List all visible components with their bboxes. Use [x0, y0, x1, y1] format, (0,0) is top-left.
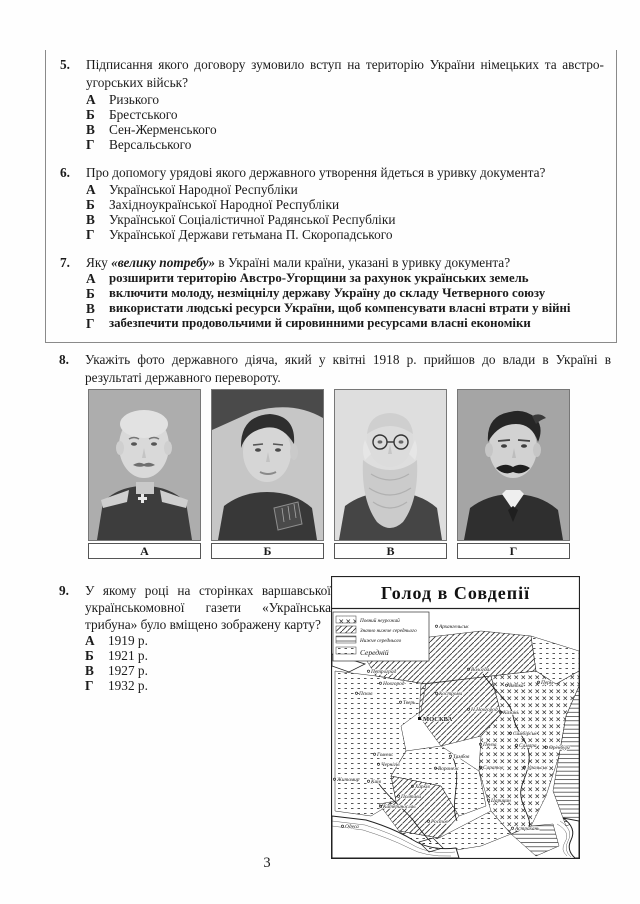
portrait-photo-g: [457, 389, 570, 541]
map-city-label: Перм: [541, 680, 553, 686]
option-text: 1921 р.: [108, 648, 148, 663]
map-city-label: Київ: [371, 779, 381, 785]
question-box: [45, 50, 617, 343]
portrait-photo-v: [334, 389, 447, 541]
question-text: Про допомогу урядові якого державного утворення йдеться в уривку документа?: [86, 165, 546, 180]
option-letter: Б: [85, 648, 94, 663]
question-7: [60, 254, 604, 331]
quoted-phrase: «велику потребу»: [111, 255, 216, 270]
photo-grid: [88, 389, 570, 559]
page-number: 3: [263, 855, 271, 871]
map-city-label: Петроград: [371, 669, 397, 675]
legend-swatch-dots: [336, 647, 356, 654]
option-text: Української Соціалістичної Радянської Республіки: [109, 212, 396, 227]
option-letter: В: [85, 663, 94, 678]
portrait-photo-b: [211, 389, 324, 541]
legend-swatch-diagonal: [336, 626, 356, 633]
map-city-label: Ростов: [431, 819, 448, 825]
option-letter: Г: [86, 137, 95, 152]
option-row-b: [86, 107, 604, 122]
option-text: 1932 р.: [108, 678, 148, 693]
option-text: 1919 р.: [108, 633, 148, 648]
map-svg: [331, 576, 580, 859]
map-city-label: Катеринослав: [383, 804, 416, 810]
legend-swatch-horizontal: [336, 636, 356, 643]
option-text: Української Народної Республіки: [109, 182, 298, 197]
option-text: забезпечити продовольчими й сировинними ресурсами власні економіки: [109, 316, 531, 330]
legend-label: Повний неурожай: [360, 618, 400, 624]
option-text: включити молоду, незміцнілу державу Україну до складу Четверного союзу: [109, 286, 546, 300]
photo-option-g: [457, 389, 570, 559]
map-city-marker: [418, 717, 421, 720]
map-city-label: Пенза: [483, 742, 497, 748]
map-city-label: Казань: [503, 710, 519, 716]
option-letter: Г: [86, 227, 95, 242]
map-city-label: Симбірськ: [513, 731, 537, 737]
question-5: [60, 56, 604, 152]
photo-option-a: [88, 389, 201, 559]
photo-option-b: [211, 389, 324, 559]
option-text: використати людські ресурси України, щоб компенсувати власні втрати у війні: [109, 301, 571, 315]
question-text: Яку «велику потребу» в Україні мали країни, указані в уривку документа?: [86, 255, 511, 270]
option-text: Версальського: [109, 137, 192, 152]
option-row-g: [86, 316, 604, 331]
map-legend: [333, 612, 429, 661]
option-text: розширити територію Австро-Угорщини за рахунок українських земель: [109, 271, 529, 285]
photo-label: В: [334, 543, 447, 559]
photo-option-v: [334, 389, 447, 559]
option-letter: А: [86, 271, 96, 286]
option-letter: В: [86, 212, 95, 227]
map-city-label: Кострома: [439, 691, 463, 697]
question-text: У якому році на сторінках варшавської українськомовної газети «Українська трибуна» було вміщено зображену карту?: [85, 583, 331, 632]
question-number: 9.: [59, 583, 69, 598]
photo-label: Б: [211, 543, 324, 559]
option-row-a: [85, 633, 331, 648]
question-8: [59, 351, 611, 387]
option-row-a: [86, 271, 604, 286]
legend-swatch-cross: [336, 616, 356, 623]
map-city-label: Тамбов: [453, 754, 470, 760]
option-text: Західноукраїнської Народної Республіки: [109, 197, 340, 212]
famine-map: [331, 576, 580, 859]
map-city-label: Харків: [415, 784, 430, 790]
map-city-label: Оренбург: [549, 745, 571, 751]
map-city-label: Псков: [359, 691, 373, 697]
option-text: Ризького: [109, 92, 160, 107]
map-city-label: Самара: [519, 743, 537, 749]
option-row-a: [86, 182, 604, 197]
option-letter: В: [86, 122, 95, 137]
map-city-label: Житомир: [337, 777, 360, 783]
option-row-v: [86, 301, 604, 316]
option-row-b: [86, 197, 604, 212]
map-city-label: Чернігів: [381, 762, 400, 768]
map-city-label: Н.Новгород: [471, 707, 498, 713]
option-row-a: [86, 92, 604, 107]
question-number: 8.: [59, 352, 69, 367]
option-row-g: [86, 137, 604, 152]
question-text: Укажіть фото державного діяча, який у квітні 1918 р. прийшов до влади в Україні в результаті державного перевороту.: [85, 352, 611, 385]
option-row-b: [85, 648, 331, 663]
map-city-label: Новгород: [383, 681, 405, 687]
option-row-v: [86, 212, 604, 227]
option-letter: Б: [86, 107, 95, 122]
map-city-label: Гомель: [377, 752, 393, 758]
map-city-label: Астрахань: [515, 826, 540, 832]
map-city-label: Царицин: [491, 798, 511, 804]
option-text: Української Держави гетьмана П. Скоропадського: [109, 227, 393, 242]
legend-label: Середній: [360, 648, 389, 657]
option-letter: А: [86, 92, 96, 107]
map-city-label: Воронеж: [438, 766, 459, 772]
option-letter: В: [86, 301, 95, 316]
map-title-text: Голод в Совдепії: [380, 583, 531, 603]
option-row-g: [86, 227, 604, 242]
option-letter: Б: [86, 286, 95, 301]
photo-label: Г: [457, 543, 570, 559]
option-letter: А: [85, 633, 95, 648]
option-letter: Б: [86, 197, 95, 212]
map-city-label: Вологда: [471, 667, 490, 673]
question-number: 7.: [60, 255, 70, 270]
map-city-label: МОСКВА: [423, 716, 453, 723]
option-text: 1927 р.: [108, 663, 148, 678]
question-number: 5.: [60, 57, 70, 72]
option-text: Сен-Жерменського: [109, 122, 217, 137]
legend-label: Значно нижче середнього: [360, 628, 417, 634]
option-text: Брестського: [109, 107, 178, 122]
question-6: [60, 164, 604, 242]
question-number: 6.: [60, 165, 70, 180]
map-city-label: Полтава: [401, 794, 422, 800]
option-letter: Г: [86, 316, 95, 331]
map-title: [332, 577, 580, 609]
option-row-b: [86, 286, 604, 301]
option-letter: Г: [85, 678, 94, 693]
map-city-label: Саратов: [483, 765, 504, 771]
option-row-g: [85, 678, 331, 693]
map-city-label: Архангельськ: [439, 624, 469, 630]
option-letter: А: [86, 182, 96, 197]
map-city-label: Уральськ: [527, 765, 548, 771]
option-row-v: [86, 122, 604, 137]
map-city-label: Тверь: [403, 700, 416, 706]
photo-label: А: [88, 543, 201, 559]
question-9: [59, 582, 331, 693]
map-city-label: Вятка: [509, 683, 524, 689]
option-row-v: [85, 663, 331, 678]
legend-label: Нижче середнього: [360, 638, 402, 644]
portrait-photo-a: [88, 389, 201, 541]
map-city-label: Одеса: [345, 824, 359, 830]
question-text: Підписання якого договору зумовило вступ на територію України німецьких та австро-угорських військ?: [86, 57, 604, 90]
